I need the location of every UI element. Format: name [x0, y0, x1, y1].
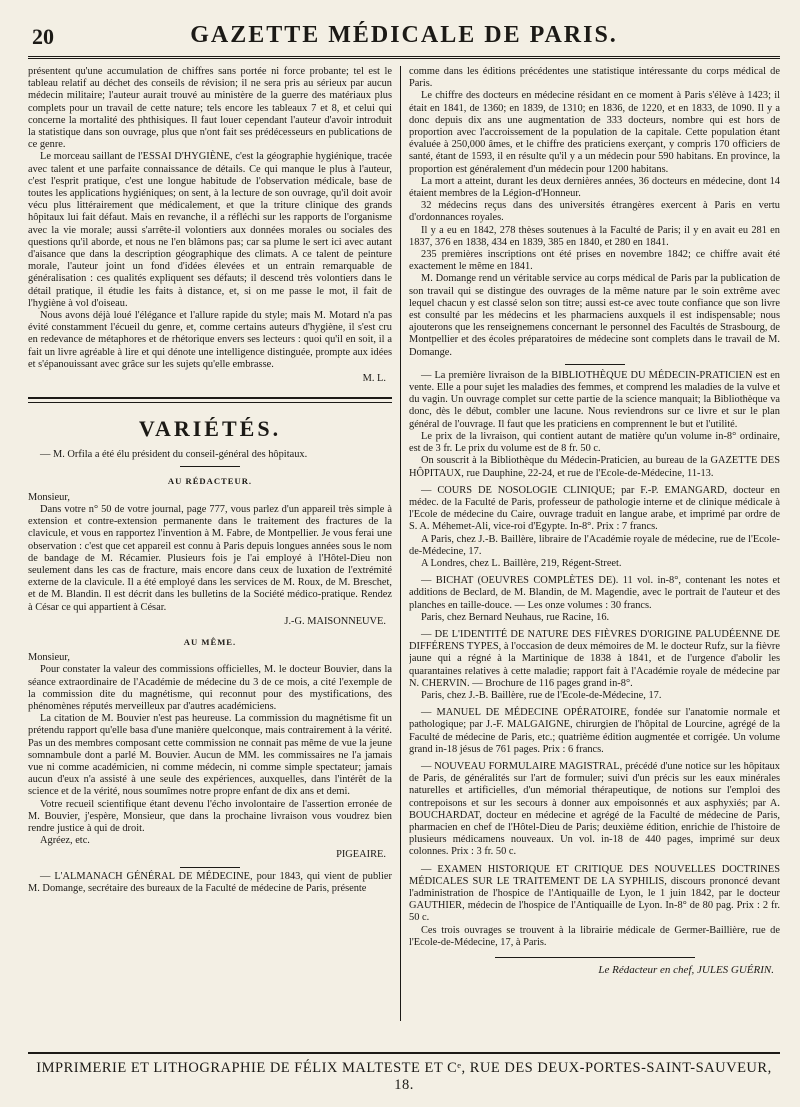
news-item: — M. Orfila a été élu président du conseil-général des hôpitaux. — [40, 449, 308, 461]
paragraph: Le chiffre des docteurs en médecine résidant en ce moment à Paris s'élève à 1423; il était en 1841, de 1360; en 1839, de 1310; en 1836, de 1220, et en 1833, de 1090. Il y a donc depuis dix ans une augmentation de 333 docteurs, nombre qui est hors de proportion avec l'accroissement de la population de la capitale. Cette population étant évaluée à 250,000 âmes, et le chiffre des praticiens exerçant, y compris 170 officiers de santé, étant de 1593, il en résulte qu'il y a un médecin pour 590 habitans. En province, la proportion est généralement d'un médecin pour 1200 habitans. — [409, 90, 780, 175]
section-title: VARIÉTÉS. — [138, 416, 282, 442]
paragraph: Ces trois ouvrages se trouvent à la librairie médicale de Germer-Baillière, rue de l'Ecole-de-Médecine, 17, à Paris. — [409, 924, 780, 948]
paragraph: Agréez, etc. — [40, 835, 90, 847]
news-item: — NOUVEAU FORMULAIRE MAGISTRAL, précédé d'une notice sur les hôpitaux de Paris, de généralités sur l'art de formuler; suivi d'un précis sur les eaux minérales naturelles et artificielles, d'un mémorial thérapeutique, de notions sur l'emploi des contrepoisons et sur les secours à donner aux empoisonnés et aux asphyxiés; par A. BOUCHARDAT, docteur en médecine et agrégé de la Faculté de médecine de Paris, pharmacien en chef de l'Hôtel-Dieu de Paris; deuxième édition, enrichie de l'histoire de plusieurs médicamens nouveaux. Un vol. in-18 de 440 pages, imprimé sur deux colonnes. Prix : 3 fr. 50 c. — [409, 760, 780, 858]
letter-heading: AU RÉDACTEUR. — [167, 476, 253, 487]
paragraph: Dans votre n° 50 de votre journal, page 777, vous parlez d'un appareil très simple à extension et contre-extension permanente dans le traitement des fractures de la clavicule, et vous en rapportez l'invention à M. Fabre, de Montpellier. Je vous ferai une observation : c'est que cet appareil est connu à Paris depuis longues années sous le nom de bandage de M. Récamier. Plusieurs fois je l'ai employé à l'Hôtel-Dieu non seulement dans les cas de fracture, mais encore dans ceux de luxation de l'extrémité externe de la clavicule. Il a été employé dans les services de M. Roux, de M. Breschet, et de M. Blandin. Il est décrit dans les bulletins de la Société médico-pratique. Rendez à César ce qui appartient à César. — [28, 503, 392, 613]
paragraph: Il y a eu en 1842, 278 thèses soutenues à la Faculté de Paris; il y en avait eu 281 en 1837, 376 en 1838, 434 en 1839, 385 en 1840, et 280 en 1841. — [409, 224, 780, 248]
header-rule — [28, 56, 780, 62]
journal-title: GAZETTE MÉDICALE DE PARIS. — [190, 22, 618, 48]
salutation: Monsieur, — [28, 491, 71, 503]
paragraph: — L'ALMANACH GÉNÉRAL DE MÉDECINE, pour 1843, qui vient de publier M. Domange, secrétaire des bureaux de la Faculté de médecine de Paris, présente — [28, 870, 392, 894]
divider — [180, 867, 240, 868]
news-item: — DE L'IDENTITÉ DE NATURE DES FIÈVRES D'ORIGINE PALUDÉENNE DE DIFFÉRENS TYPES, à l'occasion de deux mémoires de M. le docteur Rufz, sur la fièvre jaune qui a régné à la Martinique de 1838 à 1841, et de l'urgence d'abolir les quarantaines relatives à cette maladie; rapport fait à l'Académie royale de médecine par N. CHERVIN. — Brochure de 116 pages grand in-8°. — [409, 628, 780, 689]
news-item: — COURS DE NOSOLOGIE CLINIQUE; par F.-P. EMANGARD, docteur en médec. de la Faculté de Paris, professeur de pathologie interne et de clinique médicale à l'Ecole de médecine du Caire, ouvrage traduit en langue arabe, et imprimé par ordre de S. A. Méhemet-Ali, vice-roi d'Egypte. In-8°. Prix : 7 francs. — [409, 484, 780, 533]
right-column — [409, 66, 780, 1021]
divider — [180, 466, 240, 467]
paragraph: Pour constater la valeur des commissions officielles, M. le docteur Bouvier, dans la séance extraordinaire de l'Académie de médecine du 3 de ce mois, a cité l'exemple de la commission dite du magnétisme, qui reconnut pour des mystifications, des phénomènes réputés merveilleux par d'autres académiciens. — [28, 664, 392, 712]
paragraph: La citation de M. Bouvier n'est pas heureuse. La commission du magnétisme fit un prétendu rapport qu'elle basa d'une manière quelconque, mais contrairement à la vérité. Pas un des membres composant cette commission ne connait pas même de vue la jeune somnambule dont a parlé M. Bouvier. Aucun de MM. les commissaires ne l'a jamais vue ni comme académicien, ni comme médecin, ni comme simple spectateur; jamais aucun d'eux n'a assisté à une seule des expériences, auxquelles, dans l'intérêt de la science et de la vérité, nous soumîmes notre propre enfant de dix ans et demi. — [28, 713, 392, 798]
paragraph: Paris, chez J.-B. Baillère, rue de l'Ecole-de-Médecine, 17. — [421, 689, 662, 701]
section-rule — [28, 397, 392, 399]
left-column — [28, 66, 392, 1021]
body-columns — [28, 66, 780, 1021]
paragraph: Paris, chez Bernard Neuhaus, rue Racine, 16. — [421, 611, 610, 623]
section-rule — [28, 402, 392, 403]
paragraph: On souscrit à la Bibliothèque du Médecin-Praticien, au bureau de la GAZETTE DES HÔPITAUX, rue Dauphine, 22-24, et rue de l'Ecole-de-Médecine, 11-13. — [409, 455, 780, 479]
paragraph: Votre recueil scientifique étant devenu l'écho involontaire de l'assertion erronée de M. Bouvier, j'espère, Monsieur, que dans la prochaine livraison vous voudrez bien rendre justice à qui de droit. — [28, 798, 392, 834]
divider — [495, 957, 695, 958]
printer-imprint: IMPRIMERIE ET LITHOGRAPHIE DE FÉLIX MALTESTE ET Cᵉ, RUE DES DEUX-PORTES-SAINT-SAUVEUR, 18. — [36, 1060, 772, 1093]
paragraph: M. Domange rend un véritable service au corps médical de Paris par la publication de son travail qui se distingue des ouvrages de la même nature par le soin extrême avec lequel chacun y est classé selon son titre; aussi est-ce avec toute confiance que son livre est consulté par les médecins et les pharmaciens auxquels il est indispensable; nous ajouterons que les renseignemens concernant le personnel des Facultés de Strasbourg, de Montpellier et des écoles préparatoires de médecine sont complets dans le travail de M. Domange. — [409, 273, 780, 358]
divider — [565, 364, 625, 365]
news-item: — BICHAT (OEUVRES COMPLÈTES DE). 11 vol. in-8°, contenant les notes et additions de Beclard, de M. Blandin, de M. Magendie, avec le portrait de l'auteur et des planches en taille-douce. — Les onze volumes : 30 francs. — [409, 575, 780, 611]
news-item: — La première livraison de la BIBLIOTHÈQUE DU MÉDECIN-PRATICIEN est en vente. Elle a pour sujet les maladies des femmes, et comprend les maladies de la vulve et du vagin. Un ouvrage complet sur cette partie de la science manquait; la Bibliothèque va donc, dès le début, combler une lacune. Nous reviendrons sur ce livre et sur le plan général de l'ouvrage. Il faut que les praticiens en comprennent le but et l'utilité. — [409, 369, 780, 430]
letter-heading: AU MÊME. — [183, 636, 237, 647]
editor-signature: Le Rédacteur en chef, JULES GUÉRIN. — [598, 964, 774, 977]
paragraph: A Paris, chez J.-B. Baillère, libraire de l'Académie royale de médecine, rue de l'Ecole-de-Médecine, 17. — [409, 533, 780, 557]
paragraph: 32 médecins reçus dans des universités étrangères exercent à Paris en vertu d'ordonnances royales. — [409, 200, 780, 224]
signature: M. L. — [362, 373, 386, 385]
paragraph: Nous avons déjà loué l'élégance et l'allure rapide du style; mais M. Motard n'a pas évité constamment l'écueil du genre, et, comme certains auteurs d'hygiène, il s'est cru en redevance de métaphores et de rhétorique envers ses lecteurs : quoi qu'il en soit, il a fait un livre agréable à lire et qui dénote une intelligence distinguée, prompte aux idées et s'épanouissant avec grâce sur les sujets qu'elle embrasse. — [28, 310, 392, 370]
signature: J.-G. MAISONNEUVE. — [284, 615, 386, 627]
paragraph: comme dans les éditions précédentes une statistique intéressante du corps médical de Paris. — [409, 66, 780, 90]
paragraph: présentent qu'une accumulation de chiffres sans portée ni force probante; tel est le tableau relatif au déchet des conseils de révision; il ne sera pris au sérieux par aucun médecin militaire; l'auteur aurait trouvé au ministère de la guerre des matériaux plus complets pour un travail de cette nature; tels encore les tableaux 7 et 8, et celui qui concerne la mortalité des phthisiques. Il faut louer cependant l'auteur d'avoir introduit la statistique dans son ouvrage, plus que n'ont fait ses prédécesseurs en publications de ce genre. — [28, 66, 392, 151]
signature: PIGEAIRE. — [336, 849, 386, 861]
paragraph: 235 premières inscriptions ont été prises en novembre 1842; ce chiffre avait été exactement le même en 1841. — [409, 249, 780, 273]
paragraph: La mort a atteint, durant les deux dernières années, 36 docteurs en médecine, dont 14 étaient membres de la Légion-d'Honneur. — [409, 175, 780, 200]
news-item: — MANUEL DE MÉDECINE OPÉRATOIRE, fondée sur l'anatomie normale et pathologique; par J.-F. MALGAIGNE, chirurgien de l'hôpital de Lourcine, agrégé de la Faculté de médecine de Paris, etc.; quatrième édition augmentée et corrigée. Un volume grand in-18 jésus de 761 pages. Prix : 6 francs. — [409, 707, 780, 755]
paragraph: Le prix de la livraison, qui contient autant de matière qu'un volume in-8° ordinaire, est de 3 fr. Le prix du volume est de 8 fr. 50 c. — [409, 430, 780, 455]
page-header — [28, 18, 780, 54]
footer-rule — [28, 1052, 780, 1054]
paragraph: Le morceau saillant de l'ESSAI D'HYGIÈNE, c'est la géographie hygiénique, tracée avec talent et une parfaite connaissance de détails. Ce qui manque le plus à l'auteur, c'est l'esprit pratique, c'est une longue habitude de l'observation médicale, base de toutes les applications hygiéniques; on sent, à la lecture de son ouvrage, qu'il doit avoir vécu plus littérairement que médicalement, et que la triture clinique des grands hôpitaux lui fait défaut. Mais en revanche, il a réfléchi sur les rapports de l'organisme avec la vie morale; aussi s'arrête-il volontiers aux données morales ou sociales des questions qu'il aborde, et nous ne l'en blâmons pas; car sa plume le sert ici avec autant d'aisance que dans la description géographique des climats. A ce talent de peinture morale, l'auteur joint un fond d'idées élevées et un entrain remarquable de généralisation : ces qualités expliquent ses défauts; il descend très volontiers dans le détail pratique, il étudie les faits à distance, et, si on me passe le mot, il fait de l'hygiène à vol d'oiseau. — [28, 151, 392, 309]
salutation: Monsieur, — [28, 652, 71, 664]
news-item: — EXAMEN HISTORIQUE ET CRITIQUE DES NOUVELLES DOCTRINES MÉDICALES SUR LE TRAITEMENT DE LA SYPHILIS, discours prononcé devant l'administration de l'hospice de l'Antiquaille de Lyon, le 1 juin 1842, par le docteur GAUTHIER, médecin de l'hospice de l'Antiquaille de Lyon. In-8° de 80 pag. Prix : 2 fr. 50 c. — [409, 863, 780, 924]
page-number: 20 — [32, 24, 54, 49]
paragraph: A Londres, chez L. Baillère, 219, Régent-Street. — [421, 557, 622, 569]
column-divider — [400, 66, 401, 1021]
